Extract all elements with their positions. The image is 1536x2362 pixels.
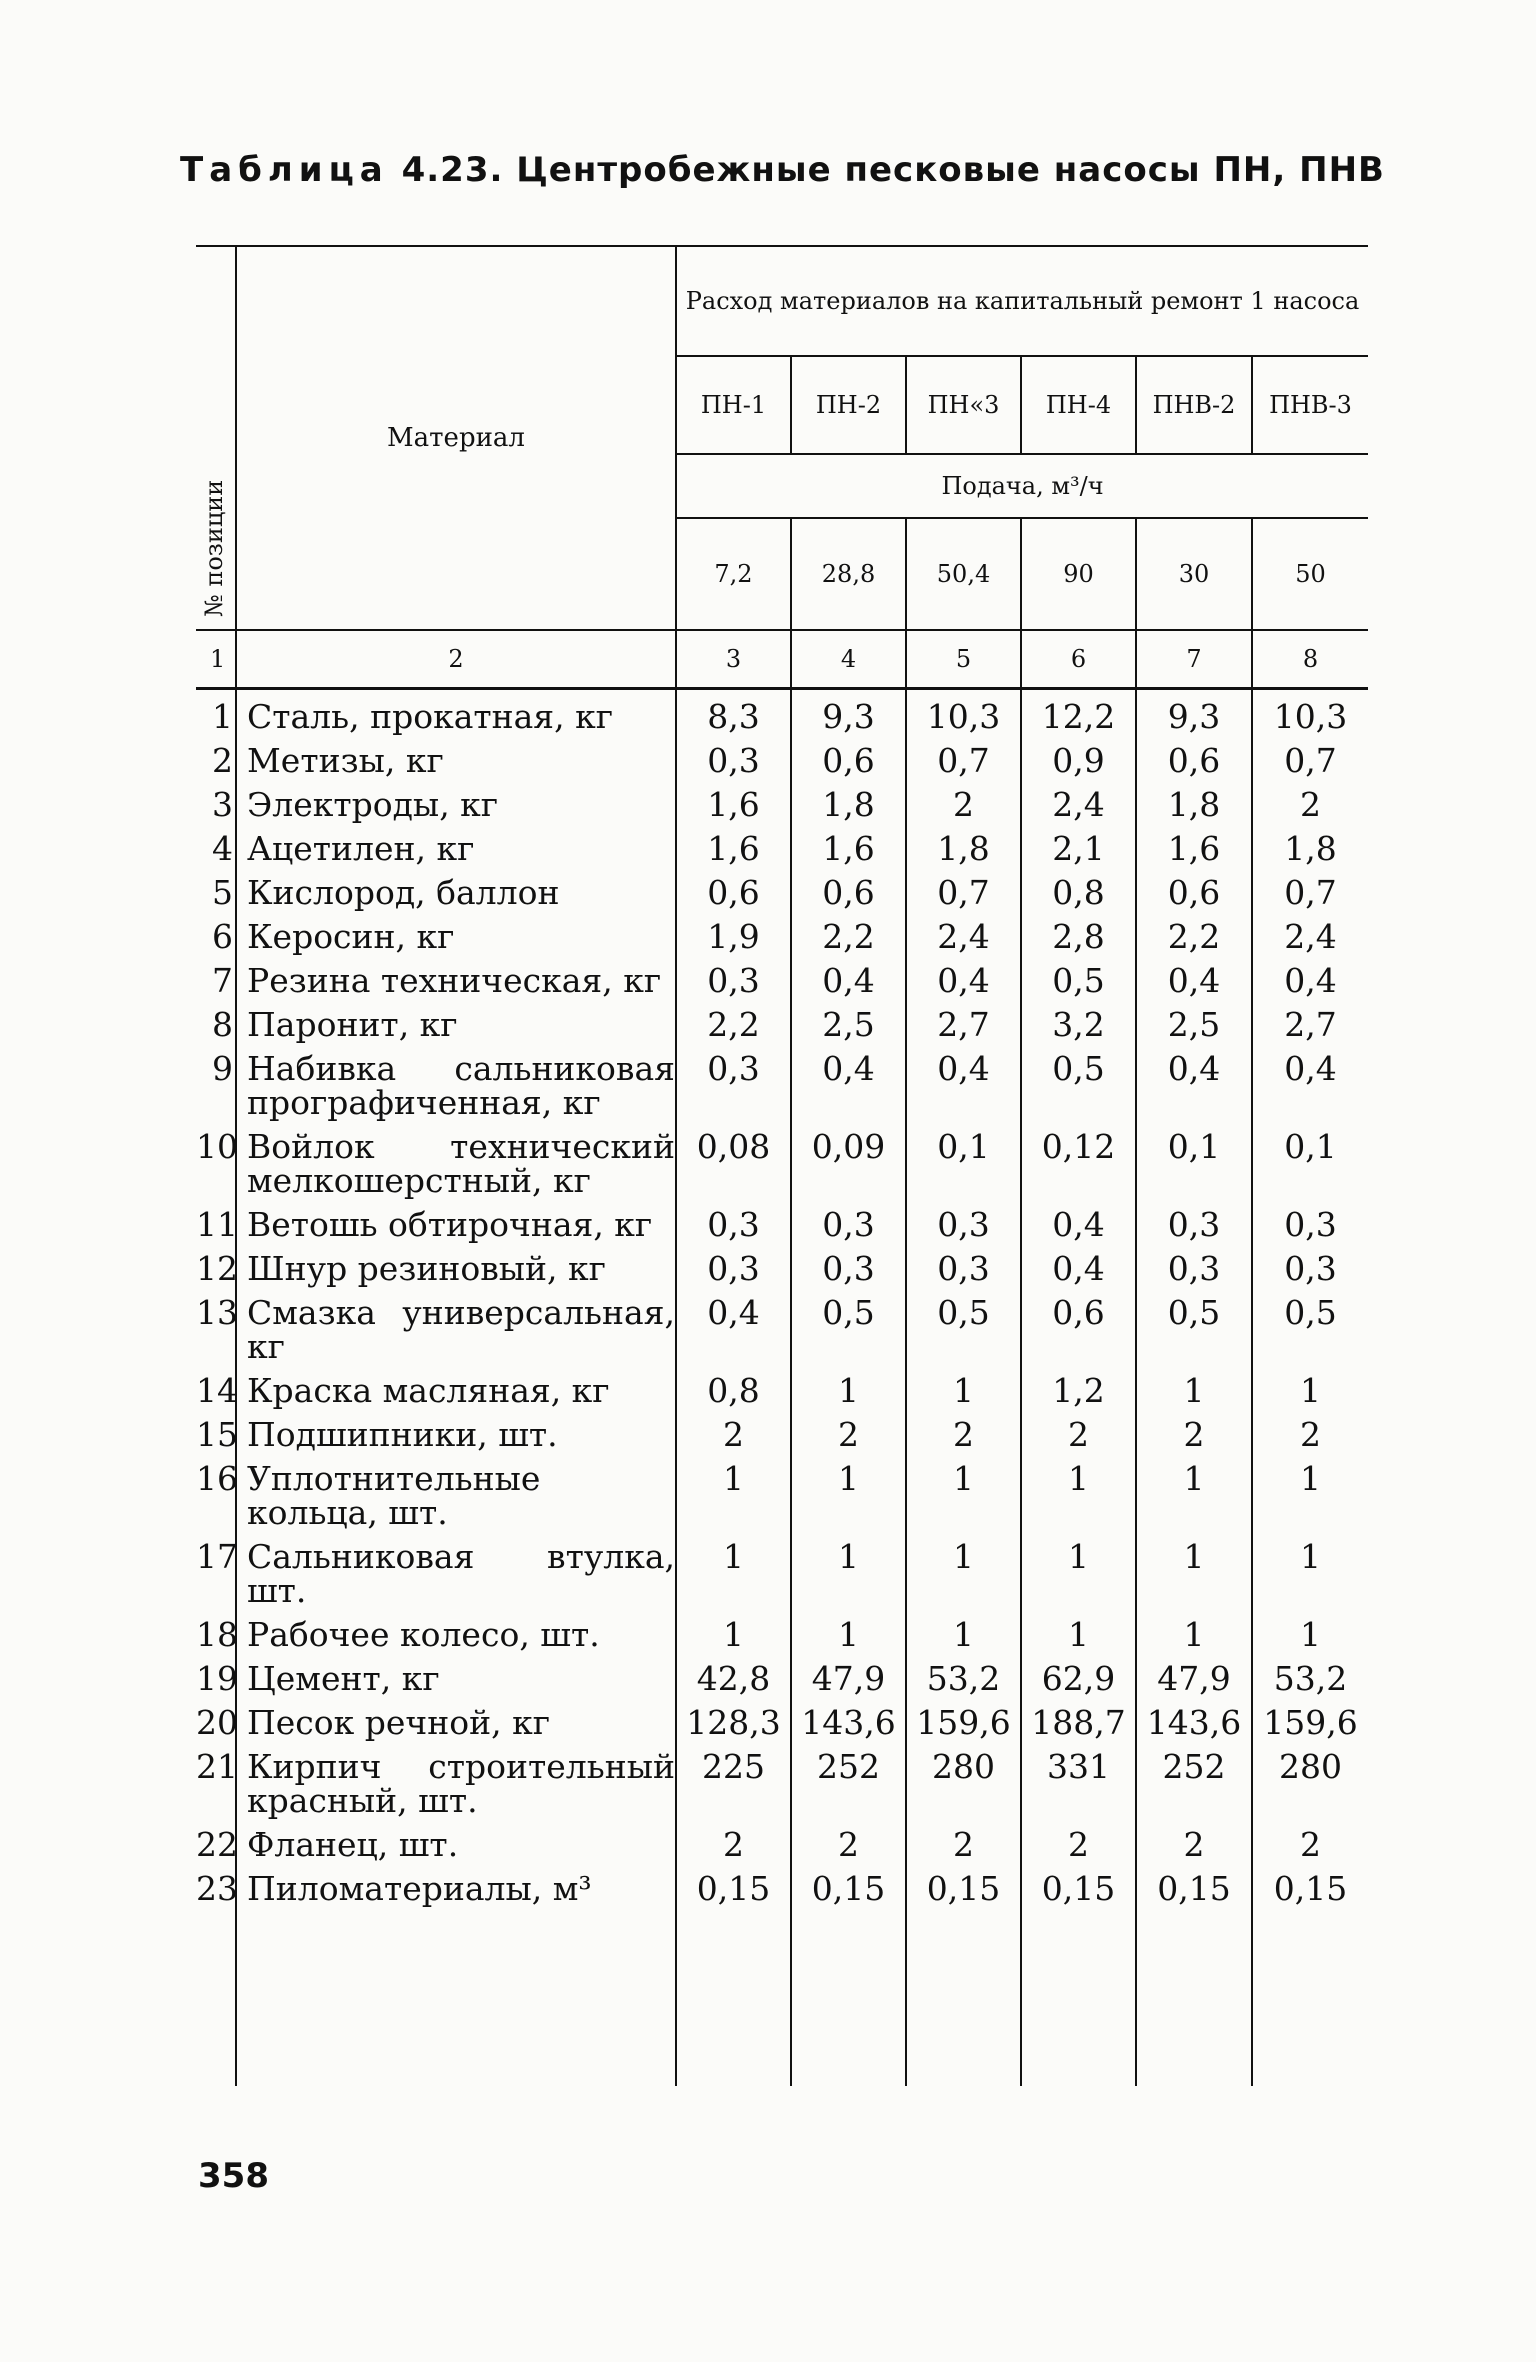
value-cell: 2,7 [906,998,1021,1042]
value-cell: 0,6 [1136,866,1252,910]
value-cell: 0,8 [1021,866,1136,910]
value-cell: 0,3 [1284,1249,1337,1288]
value-cell: 0,1 [1284,1127,1337,1166]
row-number: 14 [196,1364,236,1408]
value-cell: 1 [791,1530,906,1608]
value-cell: 280 [906,1740,1021,1818]
column-number: 6 [1021,630,1136,689]
empty-cell [676,1906,791,2086]
value-cell: 0,4 [1021,1198,1136,1242]
column-number: 4 [791,630,906,689]
table-row [196,866,1368,910]
consumption-group-header: Расход материалов на капитальный ремонт 1 насоса [676,246,1368,356]
row-number: 3 [196,778,236,822]
value-cell: 1 [676,1452,791,1530]
value-cell: 2 [791,1408,906,1452]
value-cell: 2 [906,778,1021,822]
row-number: 8 [196,998,236,1042]
value-cell: 1 [791,1452,906,1530]
value-cell: 2 [1300,1825,1321,1864]
value-cell: 0,3 [676,1198,791,1242]
table-row [196,1286,1368,1364]
value-cell: 0,7 [1284,873,1337,912]
value-cell: 0,3 [791,1198,906,1242]
material-name: Уплотнительные кольца, шт. [236,1452,676,1530]
table-row [196,689,1368,735]
filler-row [196,1906,1368,2086]
table-row [196,1652,1368,1696]
value-cell: 0,7 [1284,741,1337,780]
pump-header: ПНВ-2 [1136,356,1252,454]
value-cell: 252 [1136,1740,1252,1818]
row-number: 1 [196,689,236,735]
column-number: 2 [236,630,676,689]
value-cell: 1 [1300,1537,1321,1576]
value-cell: 0,4 [906,1042,1021,1120]
value-cell: 1,8 [1284,829,1337,868]
flow-header: 30 [1136,518,1252,630]
value-cell: 0,6 [791,866,906,910]
material-name: Паронит, кг [236,998,676,1042]
value-cell: 1 [1021,1452,1136,1530]
materials-table [196,245,1368,2086]
value-cell: 8,3 [676,689,791,735]
value-cell: 1,6 [676,778,791,822]
value-cell: 0,5 [1284,1293,1337,1332]
empty-cell [1136,1906,1252,2086]
position-header [196,246,236,630]
value-cell: 0,9 [1021,734,1136,778]
flow-header: 28,8 [791,518,906,630]
pump-header: ПН«3 [906,356,1021,454]
row-number: 4 [196,822,236,866]
value-cell: 143,6 [1136,1696,1252,1740]
column-number-row [196,630,1368,689]
value-cell: 2,2 [791,910,906,954]
table-row [196,1408,1368,1452]
value-cell: 2,7 [1284,1005,1337,1044]
position-header-label: № позиции [200,479,228,617]
value-cell: 2 [791,1818,906,1862]
value-cell: 143,6 [791,1696,906,1740]
value-cell: 2,5 [1136,998,1252,1042]
row-number: 2 [196,734,236,778]
row-number: 10 [196,1120,236,1198]
value-cell: 1 [1136,1364,1252,1408]
material-name: Набивка сальниковая прографиченная, кг [236,1042,676,1120]
value-cell: 0,6 [791,734,906,778]
value-cell: 0,5 [1021,1042,1136,1120]
table-title-word: Таблица [180,150,389,190]
column-number: 1 [196,630,236,689]
value-cell: 0,4 [1136,1042,1252,1120]
flow-header: 50,4 [906,518,1021,630]
value-cell: 0,1 [1136,1120,1252,1198]
feed-header: Подача, м³/ч [676,454,1368,518]
row-number: 17 [196,1530,236,1608]
pump-header: ПНВ-3 [1252,356,1368,454]
row-number: 5 [196,866,236,910]
value-cell: 0,8 [676,1364,791,1408]
value-cell: 0,15 [1021,1862,1136,1906]
table-row [196,954,1368,998]
material-header: Материал [236,246,676,630]
material-name: Кислород, баллон [236,866,676,910]
value-cell: 0,3 [906,1242,1021,1286]
value-cell: 53,2 [906,1652,1021,1696]
value-cell: 0,3 [1136,1242,1252,1286]
value-cell: 1,6 [676,822,791,866]
table-row [196,1198,1368,1242]
empty-cell [906,1906,1021,2086]
material-name: Подшипники, шт. [236,1408,676,1452]
row-number: 21 [196,1740,236,1818]
material-name: Сальниковая втулка, шт. [236,1530,676,1608]
value-cell: 0,5 [906,1286,1021,1364]
value-cell: 0,5 [1021,954,1136,998]
material-name: Цемент, кг [236,1652,676,1696]
value-cell: 12,2 [1021,689,1136,735]
empty-cell [1021,1906,1136,2086]
table-row [196,1364,1368,1408]
value-cell: 0,09 [791,1120,906,1198]
value-cell: 53,2 [1273,1659,1348,1698]
column-number: 8 [1252,630,1368,689]
table-row [196,1530,1368,1608]
value-cell: 0,3 [791,1242,906,1286]
value-cell: 2 [1136,1408,1252,1452]
material-name: Смазка универсальная, кг [236,1286,676,1364]
row-number: 18 [196,1608,236,1652]
table-row [196,1862,1368,1906]
row-number: 12 [196,1242,236,1286]
value-cell: 0,3 [676,954,791,998]
material-name: Резина техническая, кг [236,954,676,998]
flow-header: 7,2 [676,518,791,630]
value-cell: 2,2 [1136,910,1252,954]
table-row [196,1452,1368,1530]
row-number: 15 [196,1408,236,1452]
material-name: Шнур резиновый, кг [236,1242,676,1286]
value-cell: 1 [906,1608,1021,1652]
value-cell: 2 [1300,1415,1321,1454]
value-cell: 0,4 [1284,961,1337,1000]
pump-header: ПН-1 [676,356,791,454]
row-number: 9 [196,1042,236,1120]
value-cell: 1,6 [1136,822,1252,866]
value-cell: 159,6 [1263,1703,1358,1742]
table-title-text: 4.23. Центробежные песковые насосы ПН, ПНВ [401,150,1385,190]
value-cell: 0,4 [1021,1242,1136,1286]
value-cell: 1 [1136,1452,1252,1530]
pump-header: ПН-2 [791,356,906,454]
value-cell: 1 [1300,1615,1321,1654]
table-row [196,998,1368,1042]
value-cell: 1 [1300,1459,1321,1498]
table-row [196,1042,1368,1120]
value-cell: 0,4 [1136,954,1252,998]
page-number: 358 [198,2156,269,2196]
empty-cell [1252,1906,1368,2086]
material-name: Рабочее колесо, шт. [236,1608,676,1652]
value-cell: 1,8 [906,822,1021,866]
value-cell: 0,15 [676,1862,791,1906]
value-cell: 0,3 [1284,1205,1337,1244]
value-cell: 2 [676,1408,791,1452]
table-row [196,1696,1368,1740]
value-cell: 225 [676,1740,791,1818]
value-cell: 0,12 [1021,1120,1136,1198]
value-cell: 0,4 [1284,1049,1337,1088]
value-cell: 2,2 [676,998,791,1042]
value-cell: 10,3 [1273,697,1348,736]
flow-header: 90 [1021,518,1136,630]
value-cell: 2 [1300,785,1321,824]
pump-header: ПН-4 [1021,356,1136,454]
material-name: Метизы, кг [236,734,676,778]
table-row [196,1242,1368,1286]
row-number: 13 [196,1286,236,1364]
value-cell: 0,4 [791,954,906,998]
material-name: Пиломатериалы, м³ [236,1862,676,1906]
value-cell: 0,5 [791,1286,906,1364]
material-name: Ветошь обтирочная, кг [236,1198,676,1242]
material-name: Кирпич строительный красный, шт. [236,1740,676,1818]
value-cell: 2 [906,1818,1021,1862]
value-cell: 0,15 [906,1862,1021,1906]
value-cell: 188,7 [1021,1696,1136,1740]
value-cell: 128,3 [676,1696,791,1740]
table-row [196,1818,1368,1862]
value-cell: 0,3 [906,1198,1021,1242]
value-cell: 2,4 [1021,778,1136,822]
value-cell: 2 [676,1818,791,1862]
value-cell: 47,9 [791,1652,906,1696]
value-cell: 2,4 [906,910,1021,954]
column-number: 3 [676,630,791,689]
empty-cell [791,1906,906,2086]
value-cell: 0,7 [906,866,1021,910]
table-row [196,910,1368,954]
value-cell: 2 [1021,1818,1136,1862]
value-cell: 2,8 [1021,910,1136,954]
value-cell: 1 [1300,1371,1321,1410]
value-cell: 2,5 [791,998,906,1042]
value-cell: 280 [1279,1747,1342,1786]
row-number: 6 [196,910,236,954]
value-cell: 0,15 [1273,1869,1348,1908]
value-cell: 1 [906,1364,1021,1408]
value-cell: 47,9 [1136,1652,1252,1696]
value-cell: 0,6 [1136,734,1252,778]
value-cell: 0,15 [1136,1862,1252,1906]
table-row [196,1608,1368,1652]
value-cell: 1,8 [791,778,906,822]
value-cell: 0,3 [676,1042,791,1120]
value-cell: 0,3 [1136,1198,1252,1242]
table-title [180,150,1385,190]
row-number: 20 [196,1696,236,1740]
value-cell: 9,3 [1136,689,1252,735]
value-cell: 1 [1136,1608,1252,1652]
value-cell: 2 [906,1408,1021,1452]
row-number: 19 [196,1652,236,1696]
value-cell: 42,8 [676,1652,791,1696]
empty-cell [236,1906,676,2086]
value-cell: 10,3 [906,689,1021,735]
value-cell: 1 [906,1530,1021,1608]
row-number: 7 [196,954,236,998]
material-name: Ацетилен, кг [236,822,676,866]
value-cell: 9,3 [791,689,906,735]
material-name: Краска масляная, кг [236,1364,676,1408]
value-cell: 3,2 [1021,998,1136,1042]
value-cell: 1 [906,1452,1021,1530]
value-cell: 0,6 [676,866,791,910]
value-cell: 0,4 [791,1042,906,1120]
value-cell: 0,7 [906,734,1021,778]
value-cell: 1,6 [791,822,906,866]
material-name: Электроды, кг [236,778,676,822]
value-cell: 1 [1136,1530,1252,1608]
material-name: Керосин, кг [236,910,676,954]
value-cell: 0,6 [1021,1286,1136,1364]
material-name: Фланец, шт. [236,1818,676,1862]
material-name: Сталь, прокатная, кг [236,689,676,735]
column-number: 7 [1136,630,1252,689]
table-row [196,778,1368,822]
value-cell: 0,1 [906,1120,1021,1198]
value-cell: 1 [791,1364,906,1408]
row-number: 16 [196,1452,236,1530]
row-number: 11 [196,1198,236,1242]
value-cell: 0,5 [1136,1286,1252,1364]
value-cell: 1,9 [676,910,791,954]
value-cell: 0,3 [676,734,791,778]
table-row [196,1740,1368,1818]
table-body [196,689,1368,2087]
value-cell: 1 [791,1608,906,1652]
value-cell: 1 [1021,1608,1136,1652]
value-cell: 2 [1136,1818,1252,1862]
table-row [196,1120,1368,1198]
value-cell: 331 [1021,1740,1136,1818]
value-cell: 2,1 [1021,822,1136,866]
value-cell: 1 [676,1608,791,1652]
value-cell: 0,3 [676,1242,791,1286]
value-cell: 159,6 [906,1696,1021,1740]
value-cell: 0,15 [791,1862,906,1906]
flow-header: 50 [1295,560,1326,588]
empty-cell [196,1906,236,2086]
value-cell: 0,4 [676,1286,791,1364]
value-cell: 2,4 [1284,917,1337,956]
column-number: 5 [906,630,1021,689]
value-cell: 1 [676,1530,791,1608]
value-cell: 2 [1021,1408,1136,1452]
value-cell: 62,9 [1021,1652,1136,1696]
row-number: 22 [196,1818,236,1862]
value-cell: 0,4 [906,954,1021,998]
value-cell: 252 [791,1740,906,1818]
table-row [196,822,1368,866]
value-cell: 0,08 [676,1120,791,1198]
material-name: Песок речной, кг [236,1696,676,1740]
value-cell: 1 [1021,1530,1136,1608]
value-cell: 1,8 [1136,778,1252,822]
material-name: Войлок технический мелкошерстный, кг [236,1120,676,1198]
value-cell: 1,2 [1021,1364,1136,1408]
table-row [196,734,1368,778]
row-number: 23 [196,1862,236,1906]
